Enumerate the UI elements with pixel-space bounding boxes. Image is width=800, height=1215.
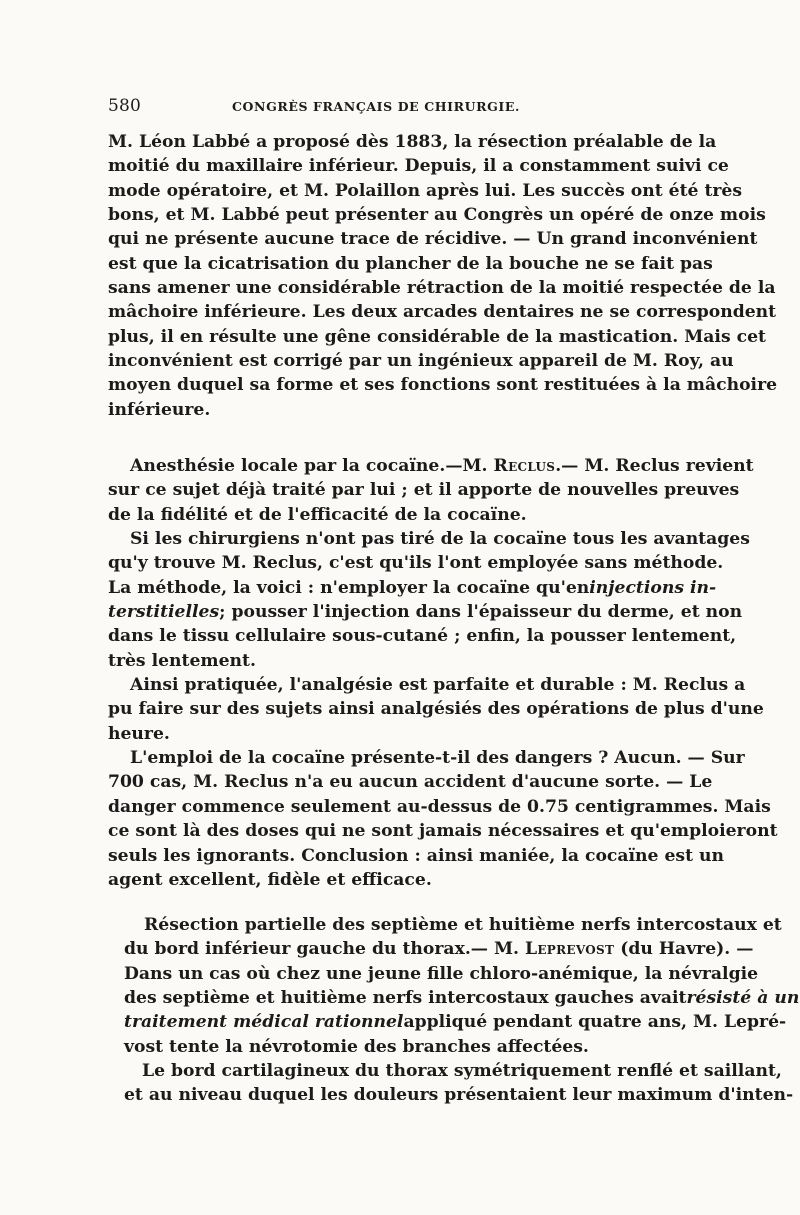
section-heading: Résection partielle des septième et huitième nerfs intercostaux et — [144, 915, 782, 935]
text-line: danger commence seulement au-dessus de 0.75 centigrammes. Mais — [108, 796, 771, 817]
text-line: de la fidélité et de l'efficacité de la cocaïne. — [108, 504, 527, 525]
text-line: mode opératoire, et M. Polaillon après lui. Les succès ont été très — [108, 180, 743, 201]
section-heading-line — [108, 454, 754, 478]
section-heading-line: du bord inférieur gauche du thorax. — M. Leprevost (du Havre). — — [108, 937, 690, 961]
text-line: Si les chirurgiens n'ont pas tiré de la cocaïne tous les avantages — [130, 529, 750, 550]
text-line: des septième et huitième nerfs intercostaux gauches avait résisté à un — [108, 986, 690, 1010]
italic-text: injections in- — [589, 577, 717, 598]
text-line: ce sont là des doses qui ne sont jamais nécessaires et qu'emploieront — [108, 821, 778, 842]
text-line: plus, il en résulte une gêne considérable de la mastication. Mais cet — [108, 326, 766, 347]
text-line: sans amener une considérable rétraction de la moitié respectée de la — [108, 278, 776, 299]
page-header — [108, 96, 688, 120]
text-line: dans le tissu cellulaire sous-cutané ; enfin, la pousser lentement, — [108, 626, 737, 647]
italic-text: traitement médical rationnel — [124, 1012, 404, 1033]
text-line: L'emploi de la cocaïne présente-t-il des dangers ? Aucun. — Sur — [130, 748, 745, 769]
text-line: 700 cas, M. Reclus n'a eu aucun accident d'aucune sorte. — Le — [108, 772, 713, 793]
text-line: traitement médical rationnel appliqué pendant quatre ans, M. Lepré- — [108, 1010, 690, 1034]
text-line: et au niveau duquel les douleurs présentaient leur maximum d'inten- — [124, 1085, 794, 1106]
text-line: seuls les ignorants. Conclusion : ainsi maniée, la cocaïne est un — [108, 845, 724, 866]
text-line: moyen duquel sa forme et ses fonctions sont restituées à la mâchoire — [108, 375, 778, 396]
paragraph-labbe — [108, 130, 778, 422]
italic-text: résisté à un — [686, 988, 800, 1009]
text-line: mâchoire inférieure. Les deux arcades dentaires ne se correspondent — [108, 302, 777, 323]
heading-rest: .— M. Reclus revient — [555, 456, 754, 476]
text-line: inconvénient est corrigé par un ingénieux appareil de M. Roy, au — [108, 351, 734, 372]
running-title: CONGRÈS FRANÇAIS DE CHIRURGIE. — [232, 99, 520, 114]
page-number: 580 — [108, 96, 142, 116]
text-line: vost tente la névrotomie des branches affectées. — [124, 1036, 589, 1057]
author-prefix: M. — [462, 456, 488, 476]
text-line: sur ce sujet déjà traité par lui ; et il apporte de nouvelles preuves — [108, 480, 740, 501]
text-line: qu'y trouve M. Reclus, c'est qu'ils l'ont employée sans méthode. — [108, 553, 724, 574]
text-line: moitié du maxillaire inférieur. Depuis, il a constamment suivi ce — [108, 156, 729, 177]
text-line: bons, et M. Labbé peut présenter au Congrès un opéré de onze mois — [108, 205, 766, 226]
text-line: inférieure. — [108, 399, 211, 420]
text-line: très lentement. — [108, 650, 256, 671]
section-heading-cont: du bord inférieur gauche du thorax. — [124, 939, 471, 960]
text-line: M. Léon Labbé a proposé dès 1883, la résection préalable de la — [108, 132, 717, 152]
text-line: Le bord cartilagineux du thorax symétriquement renflé et saillant, — [142, 1061, 782, 1082]
italic-text: terstitielles — [108, 602, 220, 623]
section-cocaine — [108, 454, 778, 892]
text-line: qui ne présente aucune trace de récidive. — Un grand inconvénient — [108, 229, 758, 250]
author-name: Leprevost — [524, 939, 615, 960]
text-line: La méthode, la voici : n'employer la cocaïne qu'en injections in- — [108, 576, 690, 600]
text-line: heure. — [108, 723, 170, 744]
section-heading: Anesthésie locale par la cocaïne. — [130, 456, 446, 476]
section-heading-line — [108, 913, 782, 937]
heading-dash: — — [445, 456, 463, 476]
text-line: agent excellent, fidèle et efficace. — [108, 869, 432, 890]
text-line: est que la cicatrisation du plancher de la bouche ne se fait pas — [108, 253, 713, 274]
text-line: terstitielles; pousser l'injection dans l'épaisseur du derme, et non — [108, 600, 690, 624]
section-resection — [108, 913, 800, 1108]
author-name: Reclus — [493, 456, 556, 476]
text-line: Dans un cas où chez une jeune fille chloro-anémique, la névralgie — [124, 963, 759, 984]
text-line: pu faire sur des sujets ainsi analgésiés des opérations de plus d'une — [108, 699, 764, 720]
text-line: Ainsi pratiquée, l'analgésie est parfaite et durable : M. Reclus a — [130, 675, 746, 696]
